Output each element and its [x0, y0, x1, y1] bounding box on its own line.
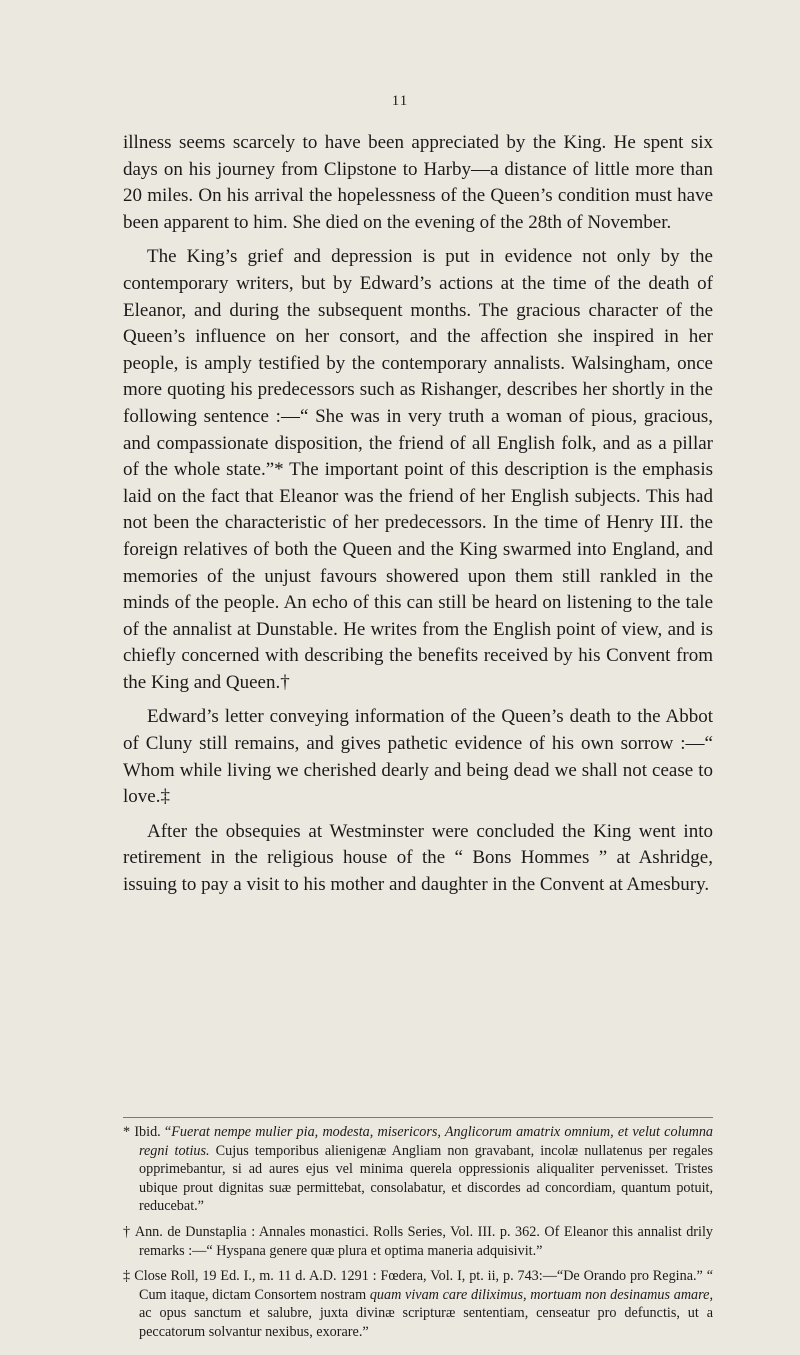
- footnote-star: [123, 1123, 713, 1216]
- footnote-italic-text: Fuerat nempe mulier pia, modesta, misericors, Anglicorum amatrix omnium, et velut columna regni totius.: [139, 1124, 714, 1159]
- footnote-italic-text: quam vivam care diliximus, mortuam non desinamus amare: [369, 1286, 710, 1303]
- footnote-dagger: [123, 1223, 713, 1260]
- footnote-text: Ibid. “: [134, 1124, 172, 1140]
- footnote-mark: *: [123, 1124, 131, 1140]
- footnote-text: Close Roll, 19 Ed. I., m. 11 d. A.D. 1291 : Fœdera, Vol. I, pt. ii, p. 743:—“De Orando pro Regina.” “ Cum itaque, dictam Consortem nostram: [134, 1268, 714, 1303]
- page-number: 11: [391, 93, 409, 109]
- paragraph-1: illness seems scarcely to have been appreciated by the King. He spent six days on his journey from Clipstone to Harby—a distance of little more than 20 miles. On his arrival the hopelessness of the Queen’s condition must have been apparent to him. She died on the evening of the 28th of November.: [123, 132, 713, 233]
- footnote-mark: †: [123, 1223, 132, 1240]
- footnote-double-dagger: [123, 1267, 713, 1341]
- footnote-text: Cujus temporibus alienigenæ Angliam non gravabant, incolæ nullatenus per regales opprimebantur, si ad aures ejus vel minima querela oppressionis aliqualiter pervenisset. Tristes ubique prout dignitas suæ permittebat, consolabatur, et discordes ad concordiam, quantum potuit, reducebat.”: [139, 1142, 713, 1215]
- main-text: [123, 130, 713, 907]
- footnote-text: Ann. de Dunstaplia : Annales monastici. Rolls Series, Vol. III. p. 362. Of Eleanor this annalist drily remarks :—“ Hyspana genere quæ plura et optima maneria adquisivit.”: [134, 1223, 714, 1259]
- footnotes: [123, 1117, 713, 1349]
- paragraph-4: After the obsequies at Westminster were concluded the King went into retirement in the religious house of the “ Bons Hommes ” at Ashridge, issuing to pay a visit to his mother and daughter in the Convent at Amesbury.: [123, 820, 713, 896]
- paragraph-3: Edward’s letter conveying information of the Queen’s death to the Abbot of Cluny still remains, and gives pathetic evidence of his own sorrow :—“ Whom while living we cherished dearly and being dead we shall not cease to love.‡: [123, 706, 713, 808]
- footnote-text: , ac opus sanctum et salubre, juxta divinæ scripturæ sententiam, censeatur pro defunctis, ut a peccatorum solvantur nexibus, exorare.”: [139, 1286, 713, 1340]
- paragraph-2: The King’s grief and depression is put in evidence not only by the contemporary writers, but by Edward’s actions at the time of the death of Eleanor, and during the subsequent months. The gracious character of the Queen’s influence on her consort, and the affection she inspired in her people, is amply testified by the contemporary annalists. Walsingham, once more quoting his predecessors such as Rishanger, describes her shortly in the following sentence :—“ She was in very truth a woman of pious, gracious, and compassionate disposition, the friend of all English folk, and as a pillar of the whole state.”* The important point of this description is the emphasis laid on the fact that Eleanor was the friend of her English subjects. This had not been the characteristic of her predecessors. In the time of Henry III. the foreign relatives of both the Queen and the King swarmed into England, and memories of the unjust favours showered upon them still rankled in the minds of the people. An echo of this can still be heard on listening to the tale of the annalist at Dunstable. He writes from the English point of view, and is chiefly concerned with describing the benefits received by his Convent from the King and Queen.†: [123, 246, 713, 693]
- footnote-rule: [123, 1117, 713, 1118]
- footnote-mark: ‡: [123, 1268, 131, 1285]
